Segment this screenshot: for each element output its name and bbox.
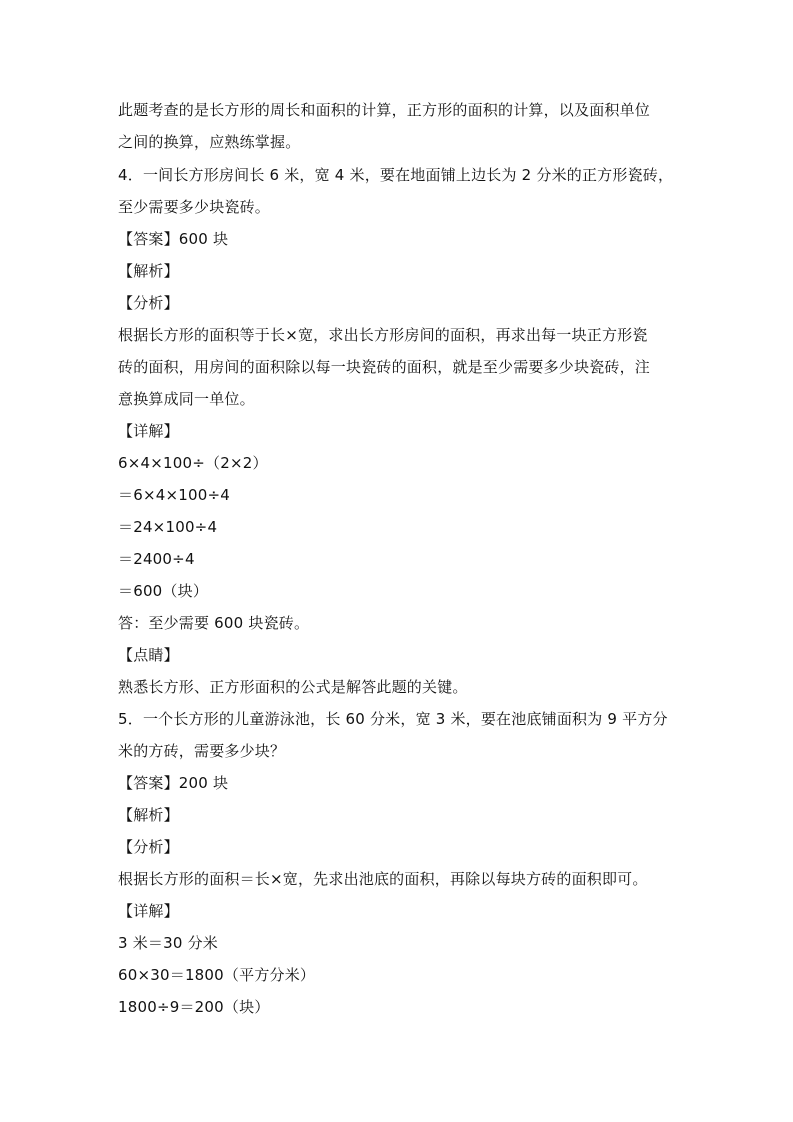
equation-line: 6×4×100÷（2×2） <box>118 454 268 472</box>
equation-line: ＝24×100÷4 <box>118 518 218 536</box>
text-line: 熟悉长方形、正方形面积的公式是解答此题的关键。 <box>118 678 468 696</box>
fenxi-label: 【分析】 <box>118 838 179 856</box>
answer-label: 【答案】600 块 <box>118 230 229 248</box>
text-line: 意换算成同一单位。 <box>118 390 255 408</box>
equation-line: ＝2400÷4 <box>118 550 195 568</box>
text-line: 砖的面积，用房间的面积除以每一块瓷砖的面积，就是至少需要多少块瓷砖，注 <box>118 358 651 376</box>
answer-label: 【答案】200 块 <box>118 774 229 792</box>
reply-line: 答：至少需要 600 块瓷砖。 <box>118 614 310 632</box>
text-line: 此题考查的是长方形的周长和面积的计算，正方形的面积的计算，以及面积单位 <box>118 101 651 119</box>
question-5-line-2: 米的方砖，需要多少块？ <box>118 742 286 760</box>
equation-line: ＝6×4×100÷4 <box>118 486 230 504</box>
equation-line: 3 米＝30 分米 <box>118 934 218 952</box>
detail-label: 【详解】 <box>118 902 179 920</box>
question-5-line-1: 5．一个长方形的儿童游泳池，长 60 分米，宽 3 米，要在池底铺面积为 9 平方分 <box>118 710 668 728</box>
detail-label: 【详解】 <box>118 422 179 440</box>
question-4-line-1: 4．一间长方形房间长 6 米，宽 4 米，要在地面铺上边长为 2 分米的正方形瓷砖， <box>118 166 674 184</box>
analysis-label: 【解析】 <box>118 806 179 824</box>
equation-line: ＝600（块） <box>118 582 209 600</box>
equation-line: 60×30＝1800（平方分米） <box>118 966 316 984</box>
comment-label: 【点睛】 <box>118 646 179 664</box>
question-4-line-2: 至少需要多少块瓷砖。 <box>118 198 271 216</box>
text-line: 根据长方形的面积＝长×宽，先求出池底的面积，再除以每块方砖的面积即可。 <box>118 870 648 888</box>
analysis-label: 【解析】 <box>118 262 179 280</box>
text-line: 之间的换算，应熟练掌握。 <box>118 133 301 151</box>
fenxi-label: 【分析】 <box>118 294 179 312</box>
equation-line: 1800÷9＝200（块） <box>118 998 270 1016</box>
text-line: 根据长方形的面积等于长×宽，求出长方形房间的面积，再求出每一块正方形瓷 <box>118 326 648 344</box>
